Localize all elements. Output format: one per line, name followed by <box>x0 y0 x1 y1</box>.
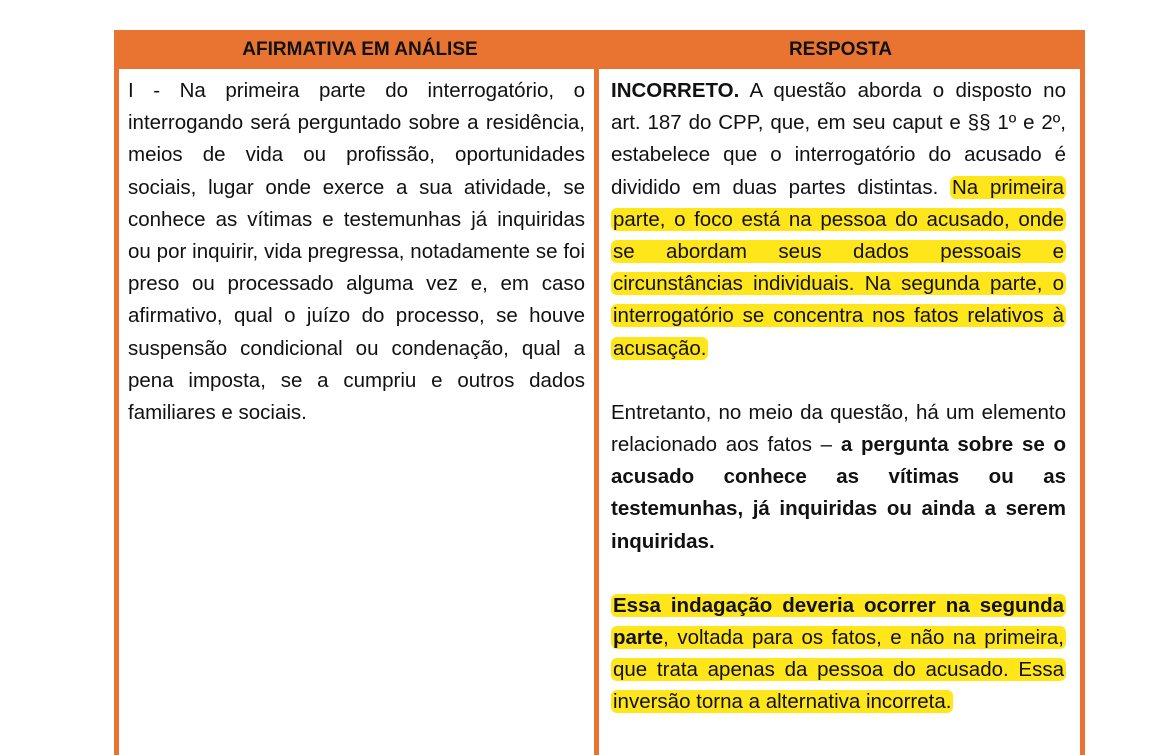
table-body-row <box>119 69 1080 755</box>
answer-paragraph-3 <box>611 590 1066 719</box>
answer-cell <box>599 69 1075 755</box>
verdict-label: INCORRETO. <box>611 79 740 102</box>
answer-p3-highlight <box>611 594 1066 714</box>
answer-p1-highlight: Na primeira parte, o foco está na pessoa do acusado, onde se abordam seus dados pessoais e circunstâncias individuais. Na segunda parte, o interrogatório se concentra nos fatos relativos à acusação. <box>613 175 1064 360</box>
answer-p3-text: , voltada para os fatos, e não na primeira, que trata apenas da pessoa do acusado. Essa inversão torna a alternativa incorreta. <box>613 626 1064 714</box>
answer-p2-text: Entretanto, no meio da questão, há um elemento relacionado aos fatos – <box>611 400 1066 457</box>
header-resposta: RESPOSTA <box>788 39 893 60</box>
answer-p3-bold: Essa indagação deveria ocorrer na segunda parte <box>613 593 1064 650</box>
analysis-table <box>114 30 1085 755</box>
table-header <box>119 30 1080 69</box>
answer-p2-bold: a pergunta sobre se o acusado conhece as vítimas ou as testemunhas, já inquiridas ou ainda a serem inquiridas. <box>611 433 1066 553</box>
answer-p1-text: A questão aborda o disposto no art. 187 do CPP, que, em seu caput e §§ 1º e 2º, estabelece que o interrogatório do acusado é dividido em duas partes distintas. <box>611 79 1066 199</box>
statement-text: I - Na primeira parte do interrogatório, o interrogando será perguntado sobre a residência, meios de vida ou profissão, oportunidades sociais, lugar onde exerce a sua atividade, se conhece as vítimas e testemunhas já inquiridas ou por inquirir, vida pregressa, notadamente se foi preso ou processado alguma vez e, em caso afirmativo, qual o juízo do processo, se houve suspensão condicional ou condenação, qual a pena imposta, se a cumpriu e outros dados familiares e sociais. <box>128 79 585 425</box>
answer-paragraph-1 <box>611 75 1066 365</box>
header-afirmativa: AFIRMATIVA EM ANÁLISE <box>242 39 478 60</box>
statement-cell <box>119 69 599 755</box>
answer-paragraph-2 <box>611 397 1066 558</box>
